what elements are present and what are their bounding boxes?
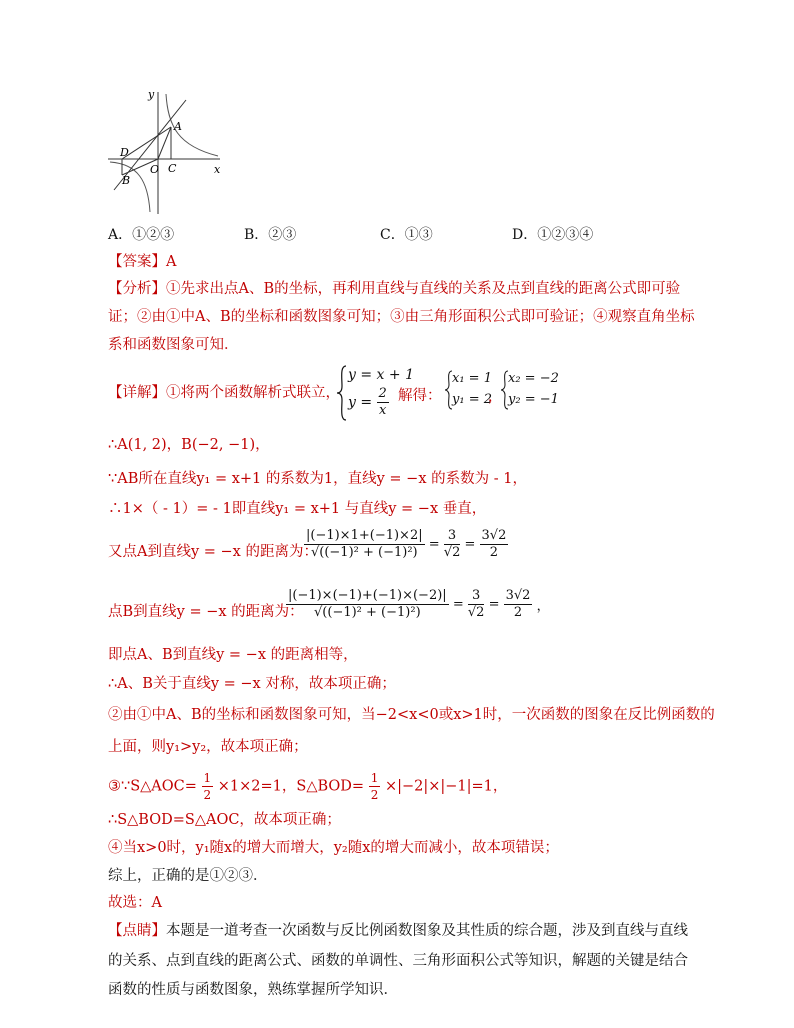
distance-a-res-num: 3√2 bbox=[481, 528, 507, 543]
distance-b-text: 点B到直线y = −x 的距离为： bbox=[108, 604, 304, 620]
distance-a-result bbox=[480, 528, 509, 561]
function-graph-figure bbox=[108, 86, 228, 216]
part3-frac-1 bbox=[202, 770, 214, 803]
comment-line-3: 函数的性质与函数图象，熟练掌握所学知识． bbox=[108, 982, 398, 998]
distance-b-den: √((−1)² + (−1)²) bbox=[314, 605, 421, 620]
distance-a-num: |(−1)×1+(−1)×2| bbox=[306, 528, 423, 543]
coords-line: ∴A(1, 2)，B(−2, −1)， bbox=[108, 437, 270, 453]
equation-2-fraction bbox=[377, 386, 389, 419]
detail-intro: ①将两个函数解析式联立， bbox=[166, 385, 340, 401]
perpendicular-line: ∴1×（ - 1）= - 1即直线y₁ = x+1 与直线y = −x 垂直， bbox=[108, 501, 487, 517]
equation-2 bbox=[348, 386, 389, 419]
answer-value: A bbox=[166, 254, 177, 270]
part3-b: ×1×2=1，S△BOD= bbox=[217, 778, 365, 795]
distance-b-num: |(−1)×(−1)+(−1)×(−2)| bbox=[288, 588, 447, 603]
distance-a-mid-num: 3 bbox=[444, 528, 461, 545]
solution-2-y: y₂ = −1 bbox=[508, 392, 559, 407]
distance-a-mid bbox=[444, 528, 461, 561]
distance-b-res-num: 3√2 bbox=[505, 588, 531, 603]
solve-label: 解得： bbox=[398, 388, 442, 404]
part3-c: ×|−2|×|−1|=1， bbox=[384, 778, 508, 795]
label-C: C bbox=[168, 162, 177, 175]
option-a: A．①②③ bbox=[108, 227, 175, 243]
distance-a-mid-den: √2 bbox=[443, 545, 461, 560]
part3-frac-1-den: 2 bbox=[203, 788, 212, 802]
equal-distance-line: 即点A、B到直线y = −x 的距离相等， bbox=[108, 647, 358, 663]
segment-DA bbox=[122, 127, 171, 159]
label-O: O bbox=[150, 163, 160, 176]
analysis-text-1: ①先求出点A、B的坐标，再利用直线与直线的关系及点到直线的距离公式即可验 bbox=[166, 281, 681, 297]
label-A: A bbox=[174, 120, 182, 133]
distance-a-text: 又点A到直线y = −x 的距离为： bbox=[108, 544, 318, 560]
solution-separator: ， bbox=[488, 389, 502, 405]
part3-frac-2-num: 1 bbox=[370, 771, 379, 785]
label-D: D bbox=[120, 146, 129, 159]
part3-line bbox=[108, 770, 507, 803]
solution-1-y: y₁ = 2 bbox=[452, 392, 492, 407]
part2-line-1: ②由①中A、B的坐标和函数图象可知，当−2<x<0或x>1时，一次函数的图象在反比例函数的 bbox=[108, 707, 715, 723]
distance-a-res-den: 2 bbox=[489, 545, 499, 560]
distance-b-mid-num: 3 bbox=[468, 588, 485, 605]
distance-a-formula: $\frac{|(-1)\times 1+(-1)\times 2|}{\text{√((−1)² + (−1)²)}}$ = $\frac{3}{√2}$ = $\frac{3√2}{2}$ bbox=[306, 528, 507, 560]
distance-b-result bbox=[504, 588, 533, 621]
detail-intro-line bbox=[108, 383, 340, 403]
option-c: C．①③ bbox=[380, 227, 433, 243]
distance-b-res-den: 2 bbox=[513, 605, 523, 620]
distance-b-mid bbox=[468, 588, 485, 621]
distance-a-den: √((−1)² + (−1)²) bbox=[310, 545, 418, 560]
option-b: B．②③ bbox=[244, 227, 297, 243]
equation-2-num: 2 bbox=[378, 386, 387, 401]
solution-2-x: x₂ = −2 bbox=[508, 371, 559, 386]
comment-line-2: 的关系、点到直线的距离公式、函数的单调性、三角形面积公式等知识，解题的关键是结合 bbox=[108, 953, 688, 969]
detail-tag: 【详解】 bbox=[108, 385, 166, 401]
solution-1-x: x₁ = 1 bbox=[452, 371, 492, 386]
equation-2-lhs: y = bbox=[348, 394, 377, 411]
distance-b-fraction bbox=[286, 588, 449, 621]
analysis-line-1 bbox=[108, 279, 680, 299]
distance-b-mid-den: √2 bbox=[467, 605, 485, 620]
part3-conclusion: ∴S△BOD=S△AOC，故本项正确； bbox=[108, 812, 341, 828]
comment-line-1 bbox=[108, 921, 688, 941]
answer-line bbox=[108, 252, 176, 272]
distance-a-fraction bbox=[304, 528, 425, 561]
part3-a: ③∵S△AOC= bbox=[108, 778, 197, 795]
comment-tag: 【点睛】 bbox=[108, 923, 166, 939]
label-x: x bbox=[214, 163, 221, 176]
distance-b-formula: $\frac{|(-1)\times(-1)+(-1)\times(-2)|}{\text{√((−1)² + (−1)²)}}$ = $\frac{3}{√2}$ = $\frac{3√2}{2}$ ， bbox=[288, 588, 550, 620]
equation-2-den: x bbox=[379, 403, 387, 418]
equation-system-brace bbox=[336, 364, 348, 422]
label-B: B bbox=[122, 174, 131, 187]
part3-frac-2-den: 2 bbox=[370, 788, 379, 802]
analysis-line-3: 系和函数图象可知． bbox=[108, 337, 239, 353]
answer-tag: 【答案】 bbox=[108, 254, 166, 270]
choose-line: 故选：A bbox=[108, 895, 162, 911]
analysis-tag: 【分析】 bbox=[108, 281, 166, 297]
part3-frac-1-num: 1 bbox=[203, 771, 212, 785]
part2-line-2: 上面，则y₁>y₂，故本项正确； bbox=[108, 739, 308, 755]
equation-1: y = x + 1 bbox=[348, 367, 414, 383]
option-d: D．①②③④ bbox=[512, 227, 594, 243]
symmetric-line: ∴A、B关于直线y = −x 对称，故本项正确； bbox=[108, 676, 396, 692]
label-y: y bbox=[148, 88, 155, 101]
analysis-line-2: 证；②由①中A、B的坐标和函数图象可知；③由三角形面积公式即可验证；④观察直角坐标 bbox=[108, 309, 695, 325]
part4-line: ④当x>0时，y₁随x的增大而增大，y₂随x的增大而减小，故本项错误； bbox=[108, 840, 559, 856]
part3-frac-2 bbox=[369, 770, 381, 803]
comment-text-1: 本题是一道考查一次函数与反比例函数图象及其性质的综合题，涉及到直线与直线 bbox=[166, 923, 688, 939]
slope-line: ∵AB所在直线y₁ = x+1 的系数为1，直线y = −x 的系数为 - 1， bbox=[108, 471, 527, 487]
summary-line: 综上，正确的是①②③． bbox=[108, 868, 268, 884]
